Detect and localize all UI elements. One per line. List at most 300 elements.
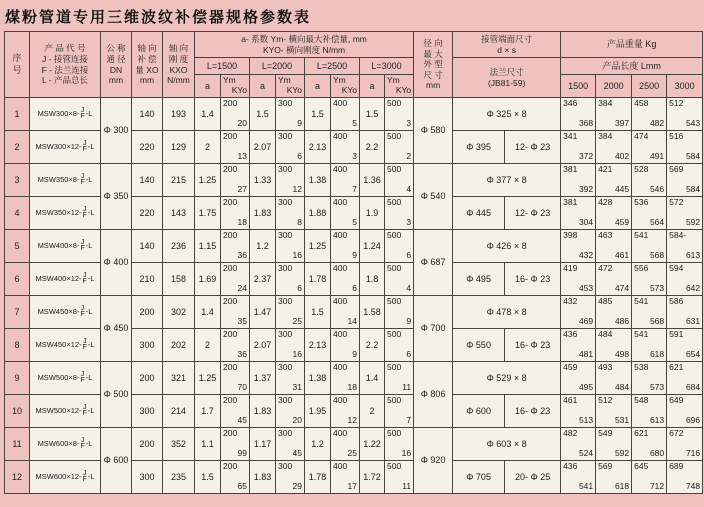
row-number: 5 [5,230,30,263]
page-title: 煤粉管道专用三维波纹补偿器规格参数表 [5,9,312,26]
header-seq-line: 号 [12,64,22,75]
ym-kyo-cell [221,395,250,428]
header-a: a [360,75,385,98]
code-prefix: MSW400×12- [35,273,82,283]
ym-value: 300 [278,131,293,141]
header-seq [5,32,30,98]
weight-f-value: 696 [685,415,701,426]
weight-f-value: 584 [685,184,701,195]
kyo-value: 17 [347,481,357,492]
kyo-value: 5 [352,217,357,228]
weight-f-value: 748 [685,481,701,492]
weight-j-value: 432 [563,296,578,306]
header-weight: 产品重量 Kg [561,32,703,58]
kyo-value: 6 [406,349,412,360]
ym-value: 300 [278,362,293,372]
ym-kyo-cell [221,329,250,362]
weight-j-value: 689 [669,461,684,471]
table-row [5,428,703,461]
row-number: 9 [5,362,30,395]
ym-kyo-cell [385,362,414,395]
dn-value: Φ 350 [101,164,132,230]
pipe-end-size-value: Φ 325 × 8 [453,98,561,131]
weight-f-value: 642 [685,283,701,294]
weight-cell [561,428,596,461]
header-dn-line: 通 径 [106,53,126,64]
weight-f-value: 618 [649,349,665,360]
code-letter-j: J [80,172,85,180]
weight-f-value: 568 [649,316,665,327]
kyo-value: 45 [237,415,247,426]
flange-diameter-value: Φ 445 [453,197,505,230]
a-coefficient-value: 1.5 [250,98,276,131]
ym-value: 200 [223,428,238,438]
header-xo-line: mm [139,75,155,86]
code-jf [83,273,87,286]
spec-table [4,31,703,494]
code-letter-f: F [80,377,85,384]
code-letter-f: F [80,113,85,120]
code-letter-f: F [80,179,85,186]
weight-j-value: 541 [634,329,649,339]
ym-value: 500 [387,98,402,108]
weight-f-value: 618 [614,481,630,492]
weight-f-value: 402 [614,151,630,162]
ym-value: 400 [333,428,348,438]
ym-value: 200 [223,296,238,306]
ym-value: 400 [333,98,348,108]
row-number: 10 [5,395,30,428]
radial-max-size-value: Φ 806 [414,362,453,428]
axial-compensation-value: 200 [132,362,163,395]
code-prefix: MSW600×8- [37,438,80,448]
a-coefficient-value: 1.4 [360,362,385,395]
header-dn [101,32,132,98]
kyo-value: 31 [292,382,302,393]
ym-kyo-cell [276,131,305,164]
ym-kyo-cell [276,98,305,131]
code-suffix: -L [87,405,95,415]
a-coefficient-value: 1.15 [195,230,221,263]
weight-f-value: 654 [685,349,701,360]
ym-kyo-cell [221,461,250,494]
weight-cell [561,263,596,296]
header-a: a [305,75,331,98]
axial-stiffness-value: 235 [163,461,195,494]
header-ym-label: Ym [333,75,346,85]
weight-cell [561,395,596,428]
product-code [30,230,101,263]
axial-compensation-value: 200 [132,296,163,329]
weight-cell [596,197,632,230]
kyo-value: 20 [237,118,247,129]
a-coefficient-value: 1.37 [250,362,276,395]
ym-value: 200 [223,131,238,141]
a-coefficient-value: 1.72 [360,461,385,494]
a-coefficient-value: 1.38 [305,362,331,395]
weight-j-value: 384 [598,98,613,108]
weight-cell [632,428,667,461]
kyo-value: 11 [402,382,412,393]
code-jf [83,405,87,418]
ym-value: 400 [333,329,348,339]
ym-value: 200 [223,263,238,273]
ym-kyo-cell [385,131,414,164]
code-letter-j: J [80,238,85,246]
weight-cell [632,362,667,395]
ym-value: 200 [223,230,238,240]
header-pipe-end-line: d × s [497,44,516,55]
ym-kyo-cell [385,98,414,131]
weight-j-value: 381 [563,197,578,207]
ym-kyo-cell [331,296,360,329]
ym-kyo-cell [276,230,305,263]
weight-cell [632,197,667,230]
weight-f-value: 524 [578,448,594,459]
a-coefficient-value: 1.1 [195,428,221,461]
ym-kyo-cell [331,362,360,395]
kyo-value: 36 [237,349,247,360]
kyo-value: 9 [406,316,412,327]
weight-cell [632,98,667,131]
weight-cell [632,395,667,428]
ym-kyo-cell [276,263,305,296]
weight-f-value: 481 [578,349,594,360]
a-coefficient-value: 1.47 [250,296,276,329]
header-radial-line: 尺 寸 [423,69,443,80]
weight-cell [632,296,667,329]
ym-value: 200 [223,164,238,174]
a-coefficient-value: 1.75 [195,197,221,230]
weight-f-value: 546 [649,184,665,195]
weight-j-value: 512 [598,395,613,405]
weight-j-value: 384 [598,131,613,141]
code-jf [80,240,84,253]
header-radial-line: 外 型 [423,59,443,70]
ym-value: 500 [387,461,402,471]
code-letter-f: F [80,443,85,450]
weight-f-value: 445 [614,184,630,195]
header-xo-line: 量 XO [135,64,159,75]
axial-stiffness-value: 352 [163,428,195,461]
ym-value: 300 [278,230,293,240]
weight-j-value: 484 [598,329,613,339]
weight-j-value: 556 [634,263,649,273]
weight-f-value: 573 [649,283,665,294]
weight-cell [667,362,703,395]
weight-cell [561,197,596,230]
dn-value: Φ 400 [101,230,132,296]
table-row [5,296,703,329]
weight-cell [561,230,596,263]
ym-kyo-cell [385,395,414,428]
weight-j-value: 649 [669,395,684,405]
ym-value: 300 [278,263,293,273]
code-letter-j: J [80,370,85,378]
weight-j-value: 436 [563,461,578,471]
weight-j-value: 458 [634,98,649,108]
ym-kyo-cell [331,428,360,461]
ym-kyo-cell [385,164,414,197]
header-ym-kyo [221,75,250,98]
ym-kyo-cell [385,428,414,461]
kyo-value: 11 [402,481,412,492]
weight-j-value: 528 [634,164,649,174]
weight-f-value: 684 [685,382,701,393]
kyo-value: 7 [352,184,357,195]
flange-diameter-value: Φ 550 [453,329,505,362]
code-letter-j: J [80,106,85,114]
a-coefficient-value: 1.9 [360,197,385,230]
a-coefficient-value: 2.13 [305,131,331,164]
ym-value: 300 [278,329,293,339]
kyo-value: 9 [297,118,302,129]
product-code-text [38,108,93,121]
kyo-value: 12 [347,415,357,426]
header-ym-label: Ym [223,75,236,85]
header-length: 产品长度 Lmm [561,58,703,75]
weight-cell [596,428,632,461]
a-coefficient-value: 1.25 [305,230,331,263]
code-jf [80,174,84,187]
code-prefix: MSW400×8- [37,240,80,250]
ym-kyo-cell [331,131,360,164]
ym-value: 500 [387,197,402,207]
weight-j-value: 472 [598,263,613,273]
a-coefficient-value: 1.2 [250,230,276,263]
weight-f-value: 484 [614,382,630,393]
row-number: 8 [5,329,30,362]
product-code [30,197,101,230]
a-coefficient-value: 2.13 [305,329,331,362]
ym-value: 300 [278,98,293,108]
weight-f-value: 568 [649,250,665,261]
weight-cell [632,164,667,197]
radial-max-size-value: Φ 687 [414,230,453,296]
header-l3000: L=3000 [360,58,414,75]
ym-kyo-cell [385,296,414,329]
weight-cell [561,362,596,395]
weight-j-value: 485 [598,296,613,306]
weight-cell [667,164,703,197]
header-radial-max [414,32,453,98]
weight-cell [596,296,632,329]
a-coefficient-value: 2 [195,329,221,362]
weight-cell [596,395,632,428]
weight-cell [561,296,596,329]
axial-stiffness-value: 193 [163,98,195,131]
flange-bolts-value: 16- Φ 23 [505,395,561,428]
weight-j-value: 474 [634,131,649,141]
product-code-text [38,438,93,451]
row-number: 3 [5,164,30,197]
kyo-value: 9 [352,349,357,360]
a-coefficient-value: 1.33 [250,164,276,197]
dn-value: Φ 500 [101,362,132,428]
header-ym-kyo [385,75,414,98]
product-code [30,263,101,296]
kyo-value: 6 [297,283,302,294]
weight-f-value: 469 [578,316,594,327]
code-prefix: MSW350×8- [37,174,80,184]
kyo-value: 25 [292,316,302,327]
ym-value: 400 [333,131,348,141]
kyo-value: 29 [292,481,302,492]
header-l2000: L=2000 [250,58,305,75]
weight-f-value: 592 [614,448,630,459]
dn-value: Φ 600 [101,428,132,494]
header-lateral-line: KYO- 横向刚度 N/mm [262,44,346,55]
header-ym-label: Ym [387,75,400,85]
weight-f-value: 368 [578,118,594,129]
kyo-value: 6 [406,250,412,261]
product-code-text [35,339,94,352]
code-suffix: -L [85,372,93,382]
ym-value: 200 [223,98,238,108]
code-prefix: MSW500×8- [37,372,80,382]
weight-f-value: 584 [685,151,701,162]
radial-max-size-value: Φ 920 [414,428,453,494]
weight-cell [632,230,667,263]
code-letter-j: J [82,271,87,279]
header-kxo-line: 刚 度 [168,53,189,64]
code-suffix: -L [85,108,93,118]
dn-value: Φ 300 [101,98,132,164]
ym-kyo-cell [331,230,360,263]
weight-j-value: 586 [669,296,684,306]
header-radial-line: mm [426,80,441,91]
pipe-end-size-value: Φ 529 × 8 [453,362,561,395]
header-kyo-label: KYo [341,85,357,96]
weight-cell [667,263,703,296]
ym-kyo-cell [221,197,250,230]
a-coefficient-value: 2.37 [250,263,276,296]
a-coefficient-value: 2.2 [360,131,385,164]
axial-stiffness-value: 202 [163,329,195,362]
a-coefficient-value: 1.69 [195,263,221,296]
a-coefficient-value: 1.7 [195,395,221,428]
weight-f-value: 680 [649,448,665,459]
axial-stiffness-value: 143 [163,197,195,230]
weight-cell [596,98,632,131]
kyo-value: 12 [292,184,302,195]
header-len-1500: 1500 [561,75,596,98]
code-prefix: MSW300×8- [37,108,80,118]
ym-kyo-cell [331,461,360,494]
code-jf [83,141,87,154]
header-lateral-line: a- 系数 Ym- 横向最大补偿量, mm [241,33,367,44]
kyo-value: 16 [292,349,302,360]
weight-j-value: 398 [563,230,578,240]
weight-cell [632,263,667,296]
weight-f-value: 498 [614,349,630,360]
row-number: 4 [5,197,30,230]
ym-value: 500 [387,296,402,306]
ym-kyo-cell [385,329,414,362]
weight-cell [667,461,703,494]
product-code-text [35,207,94,220]
ym-value: 500 [387,131,402,141]
ym-value: 400 [333,164,348,174]
ym-kyo-cell [385,461,414,494]
a-coefficient-value: 1.83 [250,395,276,428]
a-coefficient-value: 1.8 [360,263,385,296]
ym-kyo-cell [331,197,360,230]
weight-j-value: 536 [634,197,649,207]
a-coefficient-value: 1.5 [305,296,331,329]
ym-value: 500 [387,362,402,372]
ym-kyo-cell [276,362,305,395]
a-coefficient-value: 2.07 [250,329,276,362]
code-prefix: MSW450×8- [37,306,80,316]
weight-f-value: 486 [614,316,630,327]
header-xo-line: 补 偿 [137,53,157,64]
code-letter-j: J [82,205,87,213]
code-letter-f: F [80,245,85,252]
code-suffix: -L [85,306,93,316]
header-xo [132,32,163,98]
weight-f-value: 712 [649,481,665,492]
ym-value: 400 [333,263,348,273]
header-seq-line: 序 [12,53,22,64]
header-ym-kyo [276,75,305,98]
row-number: 6 [5,263,30,296]
header-a: a [195,75,221,98]
code-jf [83,339,87,352]
weight-j-value: 541 [634,296,649,306]
weight-f-value: 392 [578,184,594,195]
weight-j-value: 569 [669,164,684,174]
product-code-text [38,174,93,187]
code-jf [83,471,87,484]
ym-value: 200 [223,395,238,405]
weight-f-value: 541 [578,481,594,492]
weight-cell [667,98,703,131]
weight-cell [596,131,632,164]
ym-value: 500 [387,428,402,438]
weight-j-value: 541 [634,230,649,240]
a-coefficient-value: 1.83 [250,197,276,230]
ym-value: 400 [333,395,348,405]
a-coefficient-value: 1.83 [250,461,276,494]
flange-bolts-value: 20- Φ 25 [505,461,561,494]
header-flange-line: (JB81-59) [487,77,526,88]
flange-diameter-value: Φ 495 [453,263,505,296]
axial-compensation-value: 220 [132,197,163,230]
kyo-value: 99 [237,448,247,459]
ym-value: 200 [223,461,238,471]
row-number: 11 [5,428,30,461]
code-prefix: MSW350×12- [35,207,82,217]
code-letter-j: J [82,139,87,147]
product-code [30,395,101,428]
code-prefix: MSW450×12- [35,339,82,349]
code-letter-f: F [82,278,87,285]
axial-stiffness-value: 214 [163,395,195,428]
ym-kyo-cell [276,296,305,329]
kyo-value: 70 [237,382,247,393]
code-letter-j: J [80,304,85,312]
code-suffix: -L [85,438,93,448]
flange-bolts-value: 12- Φ 23 [505,197,561,230]
weight-f-value: 474 [614,283,630,294]
product-code [30,461,101,494]
a-coefficient-value: 1.24 [360,230,385,263]
weight-f-value: 482 [649,118,665,129]
weight-j-value: 569 [598,461,613,471]
ym-value: 200 [223,362,238,372]
code-letter-j: J [82,469,87,477]
